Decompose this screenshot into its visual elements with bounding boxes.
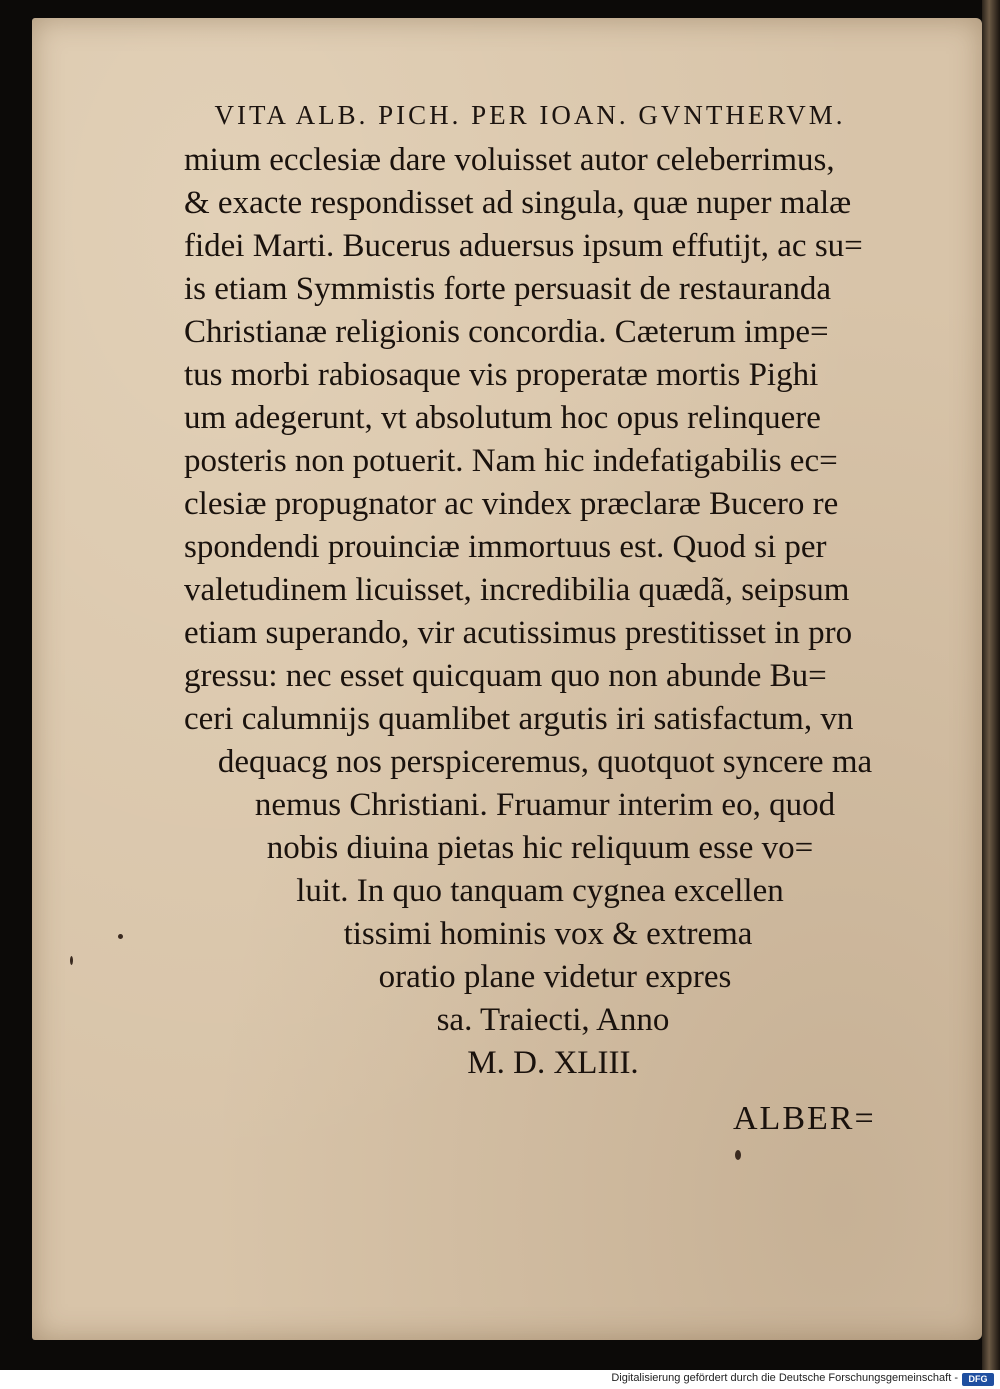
book-spine [982, 0, 1000, 1370]
text-line: oratio plane videtur expres [378, 959, 732, 995]
text-line: tus morbi rabiosaque vis properatæ mortis Pighi [184, 357, 819, 393]
ink-speck [735, 1150, 741, 1160]
ink-speck [118, 934, 123, 939]
text-line: sa. Traiecti, Anno [436, 1002, 670, 1038]
text-line: dequacg nos perspiceremus, quotquot syncere ma [217, 744, 873, 780]
text-line: um adegerunt, vt absolutum hoc opus relinquere [184, 400, 821, 436]
text-line: tissimi hominis vox & extrema [343, 916, 753, 952]
catchword: ALBER= [733, 1100, 876, 1137]
footer-credit: Digitalisierung gefördert durch die Deutsche Forschungsgemeinschaft - [611, 1372, 958, 1384]
text-line: luit. In quo tanquam cygnea excellen [296, 873, 784, 909]
text-line: posteris non potuerit. Nam hic indefatigabilis ec= [184, 443, 838, 479]
text-line: Christianæ religionis concordia. Cæterum impe= [184, 314, 829, 350]
ink-speck [70, 956, 73, 965]
text-line: etiam superando, vir acutissimus prestitisset in pro [184, 615, 853, 651]
text-line: gressu: nec esset quicquam quo non abunde Bu= [184, 658, 827, 694]
text-line: clesiæ propugnator ac vindex præclaræ Bucero re [184, 486, 839, 522]
text-line: is etiam Symmistis forte persuasit de restauranda [184, 271, 832, 307]
text-line: mium ecclesiæ dare voluisset autor celeberrimus, [184, 142, 835, 178]
text-line: M. D. XLIII. [467, 1045, 639, 1081]
text-line: fidei Marti. Bucerus aduersus ipsum effutijt, ac su= [184, 228, 863, 264]
dfg-logo-icon: DFG [962, 1373, 994, 1386]
text-line: & exacte respondisset ad singula, quæ nuper malæ [184, 185, 852, 221]
text-line: valetudinem licuisset, incredibilia quædã, seipsum [184, 572, 850, 608]
text-line: ceri calumnijs quamlibet argutis iri satisfactum, vn [184, 701, 854, 737]
text-line: nobis diuina pietas hic reliquum esse vo= [266, 830, 814, 866]
text-line: spondendi prouinciæ immortuus est. Quod si per [184, 529, 827, 565]
text-line: nemus Christiani. Fruamur interim eo, quod [254, 787, 836, 823]
digitization-footer [0, 1370, 1000, 1389]
running-head: VITA ALB. PICH. PER IOAN. GVNTHERVM. [214, 100, 846, 130]
